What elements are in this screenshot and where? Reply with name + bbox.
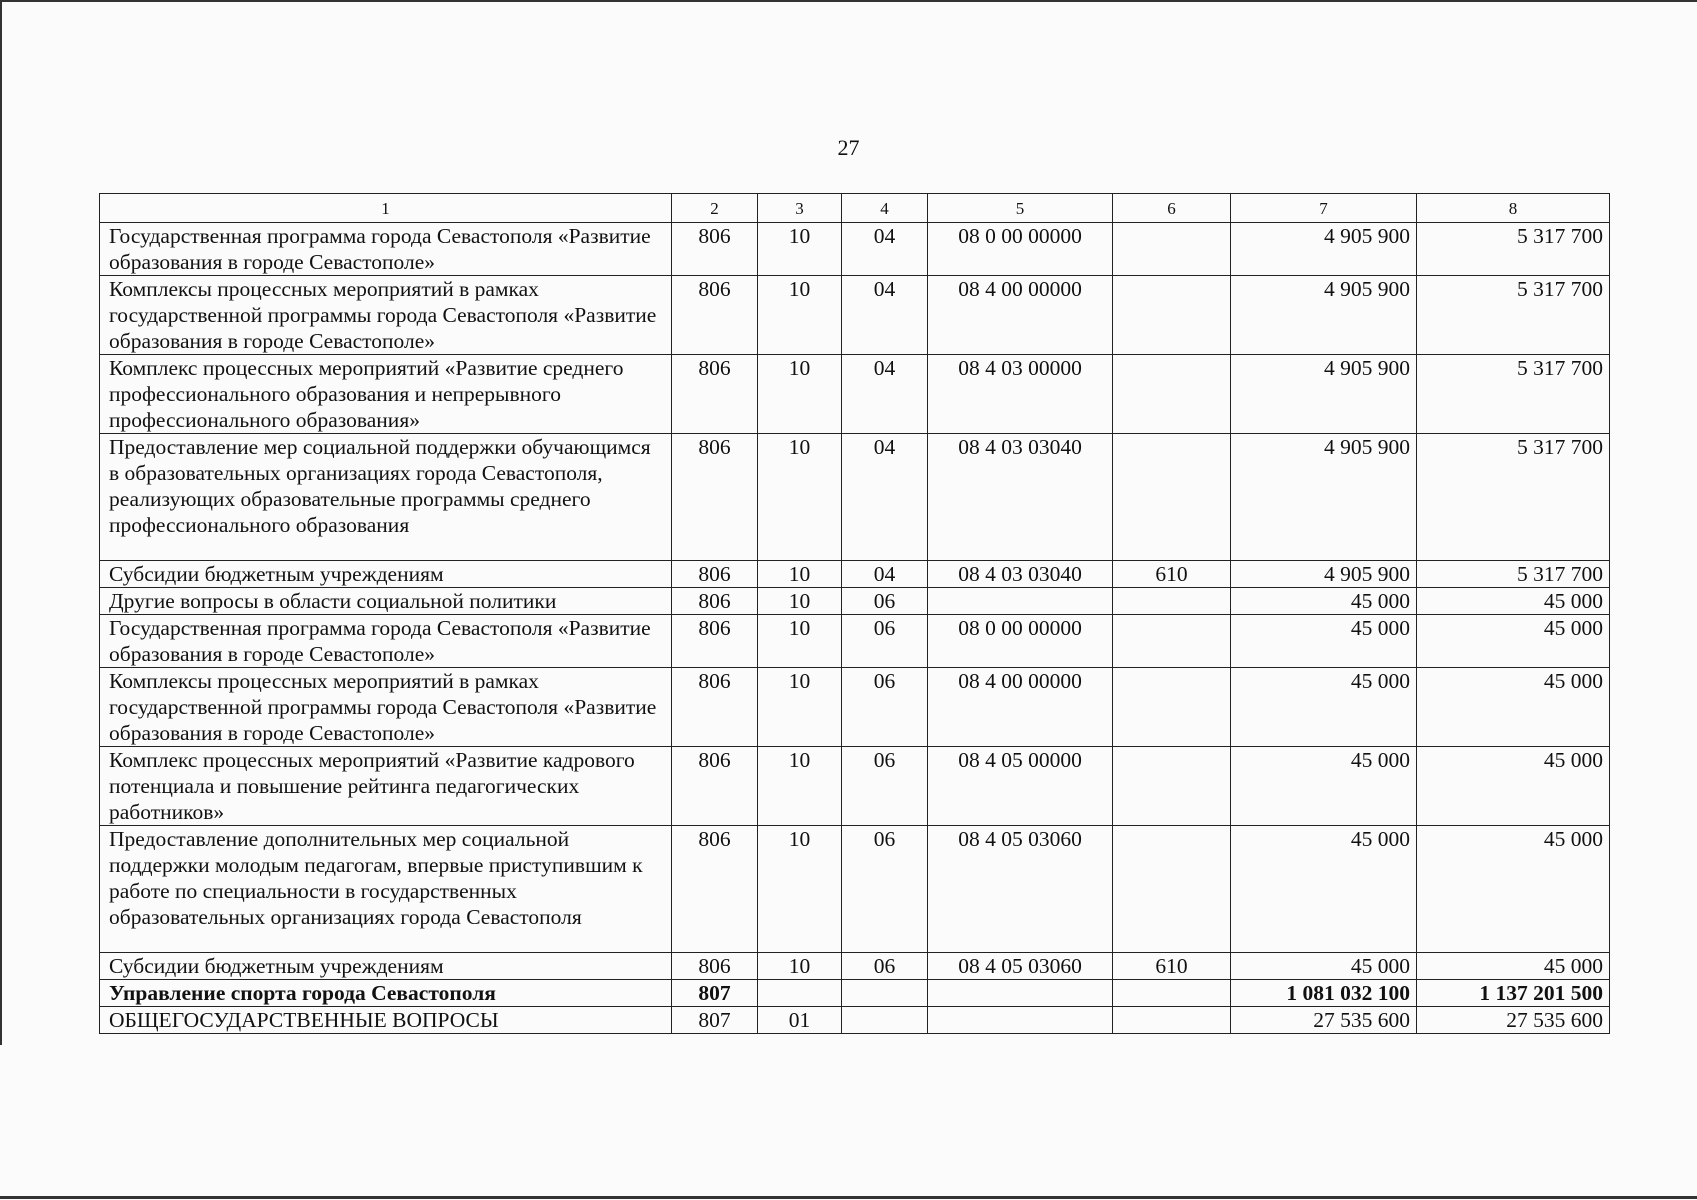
row-expense-type-cell [1113, 980, 1231, 1007]
row-section-cell: 10 [758, 276, 842, 355]
row-subsection-cell [842, 1007, 928, 1034]
table-row [100, 615, 1610, 668]
row-amount-2024-cell: 4 905 900 [1231, 276, 1417, 355]
row-target-article-cell: 08 4 03 00000 [928, 355, 1113, 434]
row-name-cell: Управление спорта города Севастополя [100, 980, 672, 1007]
table-row [100, 276, 1610, 355]
row-subsection-cell: 04 [842, 355, 928, 434]
table-row [100, 747, 1610, 826]
table-row [100, 588, 1610, 615]
row-target-article-cell: 08 0 00 00000 [928, 615, 1113, 668]
column-header: 4 [842, 194, 928, 223]
row-name-cell: Комплекс процессных мероприятий «Развитие кадрового потенциала и повышение рейтинга педагогических работников» [100, 747, 672, 826]
row-amount-2024-cell: 45 000 [1231, 615, 1417, 668]
row-subsection-cell: 04 [842, 223, 928, 276]
row-code-cell: 806 [672, 826, 758, 953]
row-amount-2024-cell: 45 000 [1231, 588, 1417, 615]
row-expense-type-cell [1113, 747, 1231, 826]
row-amount-2025-cell: 1 137 201 500 [1417, 980, 1610, 1007]
row-amount-2025-cell: 5 317 700 [1417, 223, 1610, 276]
row-section-cell: 10 [758, 223, 842, 276]
row-target-article-cell: 08 4 05 03060 [928, 826, 1113, 953]
budget-table [99, 193, 1610, 1034]
scan-edge-bottom [0, 1196, 1697, 1199]
table-row [100, 1007, 1610, 1034]
row-subsection-cell: 06 [842, 668, 928, 747]
row-code-cell: 806 [672, 588, 758, 615]
row-section-cell: 10 [758, 826, 842, 953]
row-amount-2024-cell: 27 535 600 [1231, 1007, 1417, 1034]
page-number: 27 [837, 135, 860, 160]
row-subsection-cell [842, 980, 928, 1007]
row-target-article-cell: 08 4 05 03060 [928, 953, 1113, 980]
table-row [100, 668, 1610, 747]
row-amount-2025-cell: 5 317 700 [1417, 434, 1610, 561]
row-name-cell: Государственная программа города Севастополя «Развитие образования в городе Севастополе» [100, 223, 672, 276]
row-code-cell: 806 [672, 953, 758, 980]
row-amount-2025-cell: 45 000 [1417, 668, 1610, 747]
row-amount-2024-cell: 4 905 900 [1231, 355, 1417, 434]
row-section-cell: 10 [758, 615, 842, 668]
row-section-cell: 01 [758, 1007, 842, 1034]
row-section-cell: 10 [758, 747, 842, 826]
row-expense-type-cell [1113, 588, 1231, 615]
row-target-article-cell [928, 588, 1113, 615]
row-name-cell: Предоставление дополнительных мер социальной поддержки молодым педагогам, впервые приступившим к работе по специальности в государственных образовательных организациях города Севастополя [100, 826, 672, 953]
column-header: 8 [1417, 194, 1610, 223]
row-name-cell: Субсидии бюджетным учреждениям [100, 561, 672, 588]
row-amount-2024-cell: 4 905 900 [1231, 434, 1417, 561]
row-expense-type-cell [1113, 1007, 1231, 1034]
row-subsection-cell: 04 [842, 434, 928, 561]
row-target-article-cell [928, 980, 1113, 1007]
column-header: 1 [100, 194, 672, 223]
row-subsection-cell: 04 [842, 276, 928, 355]
row-section-cell: 10 [758, 355, 842, 434]
row-code-cell: 806 [672, 434, 758, 561]
row-section-cell: 10 [758, 953, 842, 980]
row-amount-2024-cell: 1 081 032 100 [1231, 980, 1417, 1007]
column-header: 2 [672, 194, 758, 223]
row-amount-2025-cell: 5 317 700 [1417, 276, 1610, 355]
row-amount-2025-cell: 27 535 600 [1417, 1007, 1610, 1034]
row-target-article-cell: 08 4 00 00000 [928, 276, 1113, 355]
row-subsection-cell: 06 [842, 826, 928, 953]
row-amount-2025-cell: 5 317 700 [1417, 355, 1610, 434]
table-row [100, 434, 1610, 561]
row-expense-type-cell [1113, 434, 1231, 561]
scan-edge-top [0, 0, 1697, 2]
table-row [100, 355, 1610, 434]
row-amount-2025-cell: 45 000 [1417, 615, 1610, 668]
row-code-cell: 806 [672, 747, 758, 826]
row-code-cell: 806 [672, 668, 758, 747]
row-subsection-cell: 06 [842, 615, 928, 668]
row-target-article-cell: 08 4 03 03040 [928, 561, 1113, 588]
row-code-cell: 806 [672, 276, 758, 355]
row-amount-2024-cell: 4 905 900 [1231, 223, 1417, 276]
row-section-cell: 10 [758, 561, 842, 588]
row-name-cell: Комплексы процессных мероприятий в рамках государственной программы города Севастополя «Развитие образования в городе Севастополе» [100, 668, 672, 747]
row-expense-type-cell [1113, 276, 1231, 355]
row-expense-type-cell [1113, 223, 1231, 276]
row-code-cell: 806 [672, 615, 758, 668]
row-amount-2024-cell: 4 905 900 [1231, 561, 1417, 588]
row-section-cell [758, 980, 842, 1007]
row-target-article-cell: 08 4 00 00000 [928, 668, 1113, 747]
row-expense-type-cell [1113, 668, 1231, 747]
row-subsection-cell: 06 [842, 747, 928, 826]
table-row [100, 561, 1610, 588]
row-amount-2025-cell: 45 000 [1417, 747, 1610, 826]
row-amount-2025-cell: 5 317 700 [1417, 561, 1610, 588]
row-target-article-cell: 08 0 00 00000 [928, 223, 1113, 276]
row-name-cell: Другие вопросы в области социальной политики [100, 588, 672, 615]
row-name-cell: Комплекс процессных мероприятий «Развитие среднего профессионального образования и непрерывного профессионального образования» [100, 355, 672, 434]
row-amount-2025-cell: 45 000 [1417, 826, 1610, 953]
table-row [100, 953, 1610, 980]
row-target-article-cell: 08 4 05 00000 [928, 747, 1113, 826]
row-amount-2025-cell: 45 000 [1417, 953, 1610, 980]
row-code-cell: 806 [672, 223, 758, 276]
table-row [100, 223, 1610, 276]
row-target-article-cell: 08 4 03 03040 [928, 434, 1113, 561]
row-amount-2025-cell: 45 000 [1417, 588, 1610, 615]
row-section-cell: 10 [758, 588, 842, 615]
row-name-cell: Комплексы процессных мероприятий в рамках государственной программы города Севастополя «Развитие образования в городе Севастополе» [100, 276, 672, 355]
table-header-row [100, 194, 1610, 223]
row-code-cell: 807 [672, 1007, 758, 1034]
row-target-article-cell [928, 1007, 1113, 1034]
row-subsection-cell: 04 [842, 561, 928, 588]
row-name-cell: Государственная программа города Севастополя «Развитие образования в городе Севастополе» [100, 615, 672, 668]
row-section-cell: 10 [758, 668, 842, 747]
column-header: 6 [1113, 194, 1231, 223]
row-amount-2024-cell: 45 000 [1231, 826, 1417, 953]
row-amount-2024-cell: 45 000 [1231, 953, 1417, 980]
row-name-cell: ОБЩЕГОСУДАРСТВЕННЫЕ ВОПРОСЫ [100, 1007, 672, 1034]
row-name-cell: Субсидии бюджетным учреждениям [100, 953, 672, 980]
row-section-cell: 10 [758, 434, 842, 561]
column-header: 3 [758, 194, 842, 223]
row-expense-type-cell: 610 [1113, 953, 1231, 980]
row-code-cell: 806 [672, 561, 758, 588]
row-expense-type-cell: 610 [1113, 561, 1231, 588]
row-amount-2024-cell: 45 000 [1231, 747, 1417, 826]
row-subsection-cell: 06 [842, 953, 928, 980]
column-header: 7 [1231, 194, 1417, 223]
table-row [100, 826, 1610, 953]
row-name-cell: Предоставление мер социальной поддержки обучающимся в образовательных организациях города Севастополя, реализующих образовательные программы среднего профессионального образования [100, 434, 672, 561]
row-code-cell: 806 [672, 355, 758, 434]
column-header: 5 [928, 194, 1113, 223]
row-subsection-cell: 06 [842, 588, 928, 615]
row-expense-type-cell [1113, 355, 1231, 434]
row-expense-type-cell [1113, 826, 1231, 953]
table-row [100, 980, 1610, 1007]
row-code-cell: 807 [672, 980, 758, 1007]
row-amount-2024-cell: 45 000 [1231, 668, 1417, 747]
row-expense-type-cell [1113, 615, 1231, 668]
